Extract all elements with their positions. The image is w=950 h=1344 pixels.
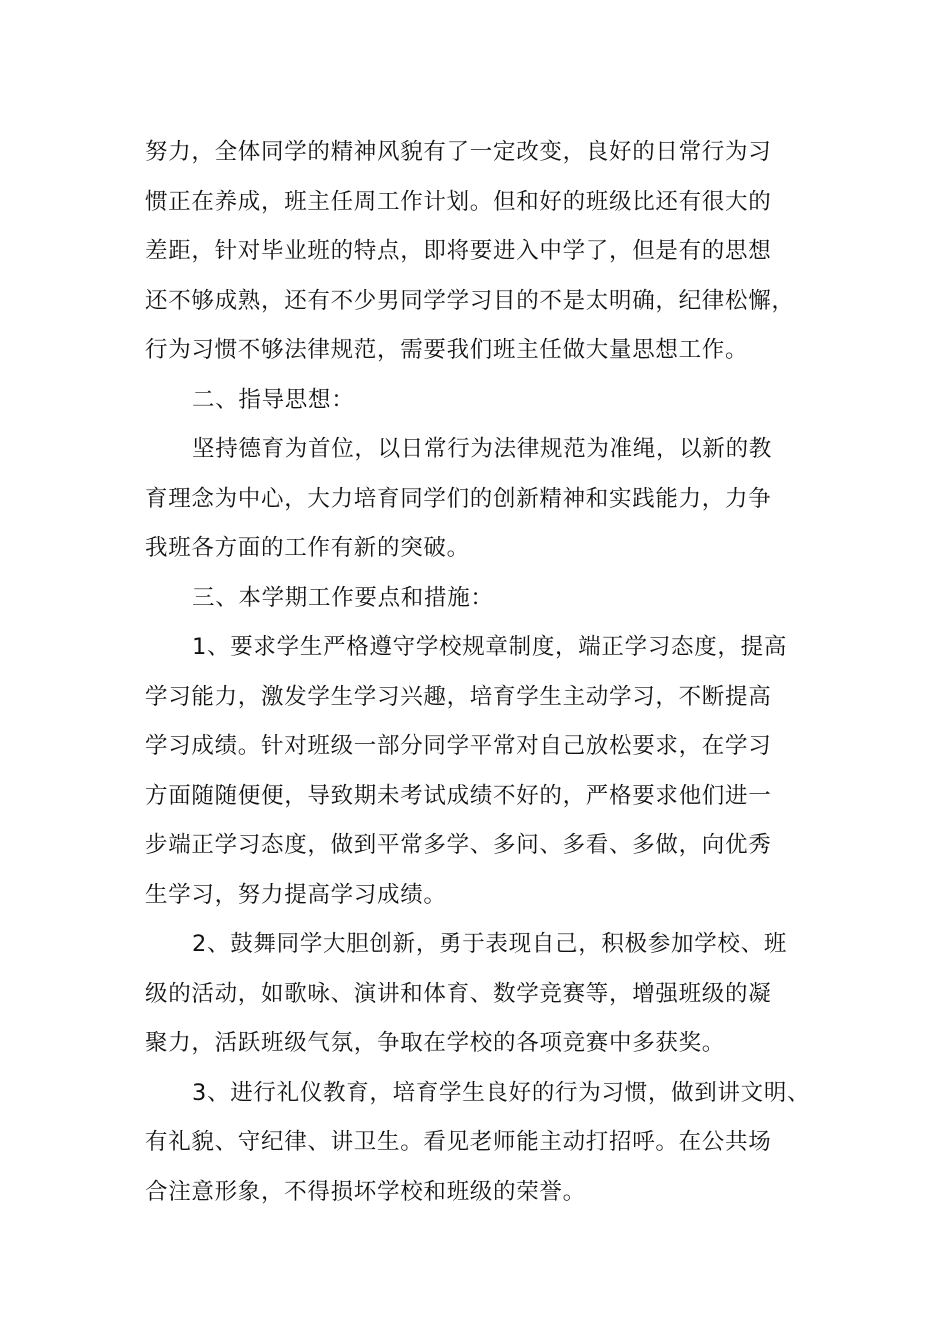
text-line: 育理念为中心，大力培育同学们的创新精神和实践能力，力争	[145, 485, 772, 512]
text-line: 努力，全体同学的精神风貌有了一定改变，良好的日常行为习	[145, 139, 772, 165]
paragraph-guiding-thought	[145, 425, 815, 574]
text-line: 学习能力，激发学生学习兴趣，培育学生主动学习，不断提高	[145, 683, 772, 710]
text-line: 坚持德育为首位，以日常行为法律规范为准绳，以新的教	[192, 436, 773, 462]
paragraph-situation	[145, 128, 815, 376]
section-heading-guiding-thought	[145, 376, 815, 426]
text-line: 合注意形象，不得损坏学校和班级的荣誉。	[145, 1178, 586, 1205]
text-line: 还不够成熟，还有不少男同学学习目的不是太明确，纪律松懈，	[145, 287, 795, 314]
paragraph-item-1	[145, 623, 815, 920]
text-line: 级的活动，如歌咏、演讲和体育、数学竞赛等，增强班级的凝	[145, 980, 772, 1007]
text-line: 有礼貌、守纪律、讲卫生。看见老师能主动打招呼。在公共场	[145, 1129, 772, 1155]
text-line: 1、要求学生严格遵守学校规章制度，端正学习态度，提高	[192, 634, 788, 660]
text-line: 差距，针对毕业班的特点，即将要进入中学了，但是有的思想	[145, 238, 772, 264]
section-heading-key-points	[145, 574, 815, 624]
paragraph-item-3	[145, 1069, 815, 1218]
text-line: 生学习，努力提高学习成绩。	[145, 881, 447, 908]
text-line: 2、鼓舞同学大胆创新，勇于表现自己，积极参加学校、班	[192, 931, 788, 957]
document-body	[145, 128, 815, 1217]
text-line: 我班各方面的工作有新的突破。	[145, 535, 470, 561]
text-line: 惯正在养成，班主任周工作计划。但和好的班级比还有很大的	[145, 188, 772, 215]
text-line: 步端正学习态度，做到平常多学、多问、多看、多做，向优秀	[145, 832, 772, 858]
text-line: 学习成绩。针对班级一部分同学平常对自己放松要求，在学习	[145, 733, 772, 759]
text-line: 行为习惯不够法律规范，需要我们班主任做大量思想工作。	[145, 337, 749, 363]
text-line: 聚力，活跃班级气氛，争取在学校的各项竞赛中多获奖。	[145, 1030, 726, 1056]
heading-text: 二、指导思想：	[192, 386, 355, 413]
paragraph-item-2	[145, 920, 815, 1069]
heading-text: 三、本学期工作要点和措施：	[192, 584, 494, 611]
text-line: 方面随随便便，导致期未考试成绩不好的，严格要求他们进一	[145, 782, 772, 809]
text-line: 3、进行礼仪教育，培育学生良好的行为习惯，做到讲文明、	[192, 1079, 811, 1106]
